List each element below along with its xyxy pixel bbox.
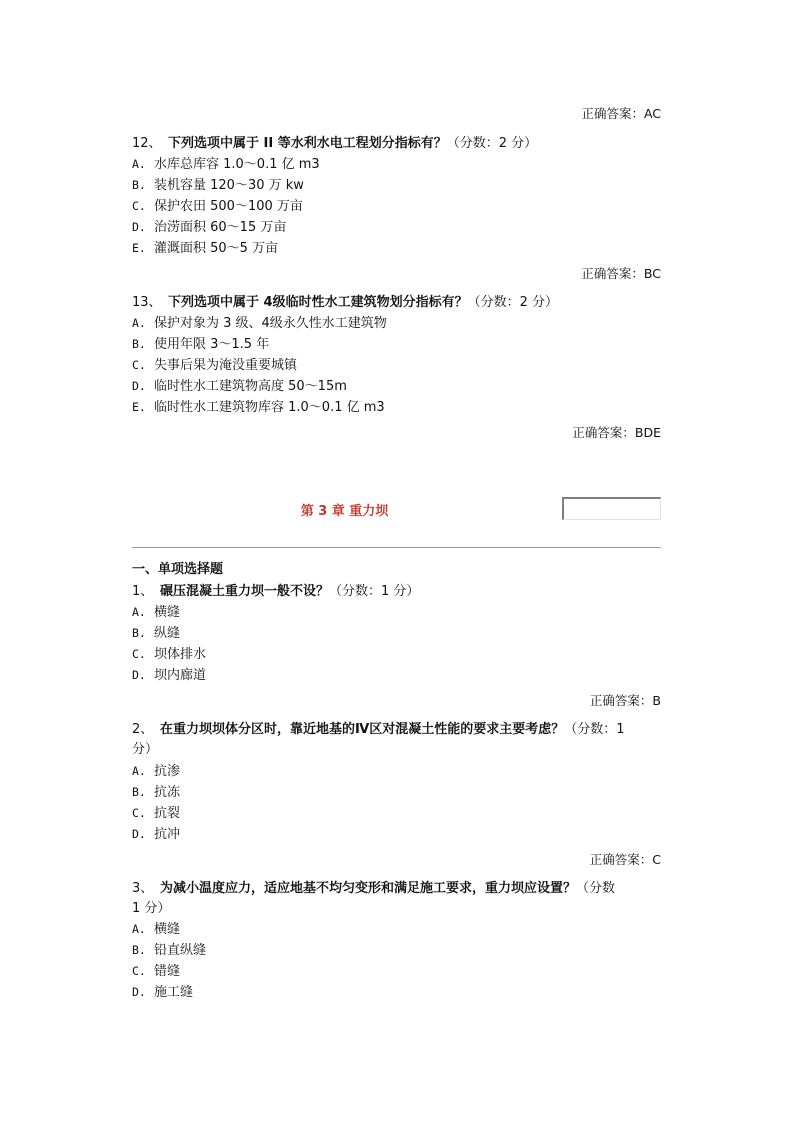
option-letter: D. (132, 379, 146, 393)
question-1 (132, 580, 419, 599)
option-12-a (132, 153, 320, 172)
question-13 (132, 291, 558, 310)
option-text: 铅直纵缝 (154, 943, 207, 958)
option-2-d (132, 823, 180, 842)
option-text: 坝体排水 (154, 647, 207, 662)
chapter-input-box (562, 497, 661, 520)
option-12-d (132, 216, 286, 235)
option-text: 横缝 (154, 605, 181, 620)
answer-q11: 正确答案：AC (581, 106, 661, 121)
question-2-continued: 分） (132, 742, 159, 757)
option-letter: A. (132, 922, 146, 936)
option-13-c (132, 354, 297, 373)
option-2-a (132, 760, 180, 779)
option-12-e (132, 237, 278, 256)
question-score: （分数：1 (564, 722, 625, 737)
question-stem: 碾压混凝土重力坝一般不设？ (160, 584, 330, 599)
option-1-c (132, 643, 206, 662)
option-12-b (132, 174, 304, 193)
option-text: 使用年限 3～1.5 年 (154, 337, 270, 352)
option-12-c (132, 195, 303, 214)
option-text: 抗渗 (154, 764, 181, 779)
section-title: 一、单项选择题 (132, 562, 224, 577)
answer-q13: 正确答案：BDE (572, 425, 661, 440)
option-letter: A. (132, 316, 146, 330)
option-text: 坝内廊道 (154, 668, 207, 683)
option-3-b (132, 939, 206, 958)
option-text: 治涝面积 60～15 万亩 (154, 220, 287, 235)
option-3-d (132, 981, 193, 1000)
chapter-title: 第 3 章 重力坝 (300, 504, 389, 519)
answer-q1: 正确答案：B (589, 693, 661, 708)
answer-q12: 正确答案：BC (581, 266, 661, 281)
question-number: 2、 (132, 722, 154, 737)
option-letter: C. (132, 358, 146, 372)
option-text: 临时性水工建筑物高度 50～15m (154, 379, 347, 394)
answer-q2: 正确答案：C (589, 852, 661, 867)
option-letter: D. (132, 985, 146, 999)
option-2-c (132, 802, 180, 821)
question-2 (132, 718, 625, 737)
option-text: 纵缝 (154, 626, 181, 641)
option-text: 装机容量 120～30 万 kw (154, 178, 304, 193)
option-text: 错缝 (154, 964, 181, 979)
question-12 (132, 132, 537, 151)
option-text: 横缝 (154, 922, 181, 937)
option-2-b (132, 781, 180, 800)
option-3-a (132, 918, 180, 937)
option-letter: B. (132, 785, 146, 799)
option-letter: C. (132, 806, 146, 820)
option-13-d (132, 375, 347, 394)
option-text: 失事后果为淹没重要城镇 (154, 358, 298, 373)
question-stem: 在重力坝坝体分区时，靠近地基的Ⅳ区对混凝土性能的要求主要考虑？ (160, 722, 565, 737)
option-text: 保护农田 500～100 万亩 (154, 199, 303, 214)
question-score: （分数：2 分） (446, 136, 538, 151)
option-letter: D. (132, 668, 146, 682)
option-letter: B. (132, 178, 146, 192)
option-letter: C. (132, 964, 146, 978)
question-score: （分数 (576, 881, 616, 896)
option-text: 水库总库容 1.0～0.1 亿 m3 (154, 157, 320, 172)
option-13-b (132, 333, 269, 352)
question-3-continued: 1 分） (132, 901, 171, 916)
option-letter: C. (132, 647, 146, 661)
option-text: 抗冻 (154, 785, 181, 800)
option-13-a (132, 312, 387, 331)
question-number: 1、 (132, 584, 154, 599)
question-number: 13、 (132, 295, 162, 310)
option-letter: B. (132, 626, 146, 640)
question-stem: 为减小温度应力，适应地基不均匀变形和满足施工要求，重力坝应设置？ (160, 881, 577, 896)
option-letter: A. (132, 605, 146, 619)
option-1-b (132, 622, 180, 641)
option-3-c (132, 960, 180, 979)
option-text: 临时性水工建筑物库容 1.0～0.1 亿 m3 (154, 400, 385, 415)
option-letter: D. (132, 220, 146, 234)
option-text: 施工缝 (154, 985, 194, 1000)
horizontal-divider (132, 547, 661, 548)
option-letter: D. (132, 827, 146, 841)
option-1-d (132, 664, 206, 683)
question-3 (132, 877, 615, 896)
question-number: 12、 (132, 136, 162, 151)
option-letter: B. (132, 943, 146, 957)
question-score: （分数：2 分） (467, 295, 558, 310)
option-letter: B. (132, 337, 146, 351)
option-letter: A. (132, 764, 146, 778)
question-score: （分数：1 分） (329, 584, 420, 599)
option-text: 灌溉面积 50～5 万亩 (154, 241, 279, 256)
option-letter: A. (132, 157, 146, 171)
option-letter: C. (132, 199, 146, 213)
option-letter: E. (132, 400, 146, 414)
option-1-a (132, 601, 180, 620)
question-number: 3、 (132, 881, 154, 896)
question-stem: 下列选项中属于 4级临时性水工建筑物划分指标有？ (168, 295, 468, 310)
question-stem: 下列选项中属于 II 等水利水电工程划分指标有？ (168, 136, 447, 151)
option-text: 保护对象为 3 级、4级永久性水工建筑物 (154, 316, 387, 331)
option-letter: E. (132, 241, 146, 255)
option-13-e (132, 396, 385, 415)
option-text: 抗裂 (154, 806, 181, 821)
option-text: 抗冲 (154, 827, 181, 842)
